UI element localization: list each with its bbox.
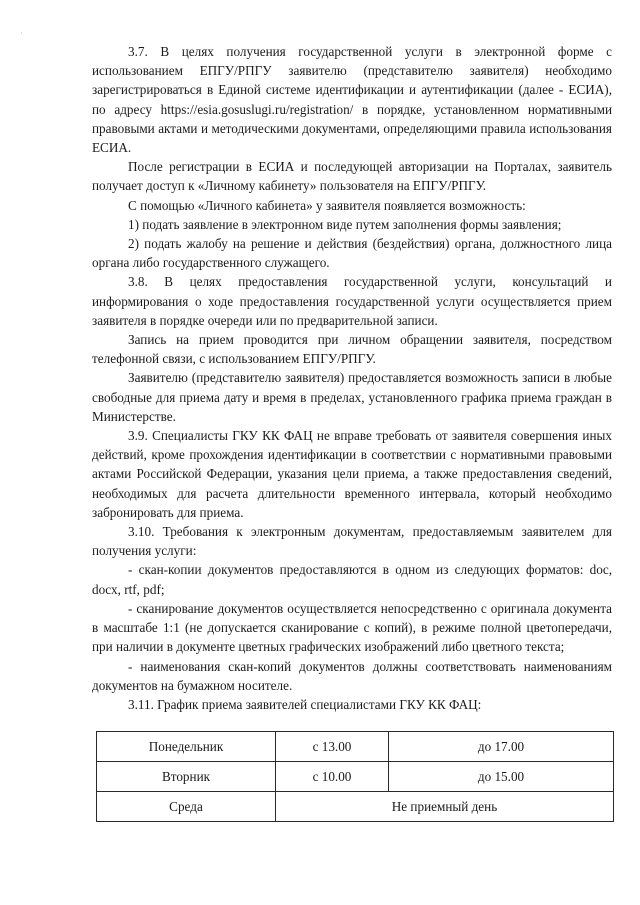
- schedule-from: с 10.00: [276, 762, 389, 792]
- document-body: [92, 42, 612, 714]
- paragraph-3-10: 3.10. Требования к электронным документам, предоставляемым заявителем для получения услуги:: [92, 524, 612, 559]
- schedule-day: Среда: [97, 792, 276, 822]
- list-item-scanning: - сканирование документов осуществляется непосредственно с оригинала документа в масштабе 1:1 (не допускается сканирование с копий), в режиме полной цветопередачи, при наличии в документе цветных графических изображений либо цветного текста;: [92, 600, 612, 655]
- schedule-table: [96, 731, 614, 822]
- paragraph-personal-cabinet: С помощью «Личного кабинета» у заявителя появляется возможность:: [128, 197, 526, 213]
- table-row: [97, 732, 614, 762]
- table-row: [97, 762, 614, 792]
- schedule-day: Вторник: [97, 762, 276, 792]
- schedule-from: с 13.00: [276, 732, 389, 762]
- list-item-submit-application: 1) подать заявление в электронном виде путем заполнения формы заявления;: [128, 216, 562, 232]
- paragraph-esia-registration: После регистрации в ЕСИА и последующей авторизации на Порталах, заявитель получает доступ к «Личному кабинету» пользователя на ЕПГУ/РПГУ.: [92, 159, 612, 194]
- list-item-submit-complaint: 2) подать жалобу на решение и действия (бездействия) органа, должностного лица органа либо государственного служащего.: [92, 236, 612, 271]
- paragraph-3-11: 3.11. График приема заявителей специалистами ГКУ КК ФАЦ:: [128, 696, 482, 712]
- paragraph-3-7: 3.7. В целях получения государственной услуги в электронной форме с использованием ЕПГУ/РПГУ заявителю (представителю заявителя) необходимо зарегистрироваться в Единой системе идентификации и аутентификации (далее - ЕСИА), по адресу https://esia.gosuslugi.ru/registration/ в порядке, установленном нормативными правовыми актами и методическими документами, определяющими правила использования ЕСИА.: [92, 44, 612, 156]
- schedule-note: Не приемный день: [276, 792, 614, 822]
- list-item-formats: - скан-копии документов предоставляются в одном из следующих форматов: doc, docx, rtf, pdf;: [92, 562, 612, 597]
- schedule-day: Понедельник: [97, 732, 276, 762]
- paragraph-appointment: Запись на прием проводится при личном обращении заявителя, посредством телефонной связи, с использованием ЕПГУ/РПГУ.: [92, 332, 612, 367]
- schedule-to: до 17.00: [389, 732, 614, 762]
- paragraph-3-9: 3.9. Специалисты ГКУ КК ФАЦ не вправе требовать от заявителя совершения иных действий, кроме прохождения идентификации в соответствии с нормативными правовыми актами Российской Федерации, указания цели приема, а также предоставления сведений, необходимых для расчета длительности временного интервала, который необходимо забронировать для приема.: [92, 428, 612, 520]
- scan-artifact: ·: [20, 28, 23, 38]
- paragraph-3-8: 3.8. В целях предоставления государственной услуги, консультаций и информирования о ходе предоставления государственной услуги осуществляется прием заявителя в порядке очереди или по предварительной записи.: [92, 274, 612, 328]
- table-row: [97, 792, 614, 822]
- paragraph-appointment-options: Заявителю (представителю заявителя) предоставляется возможность записи в любые свободные для приема дату и время в пределах, установленного графика приема граждан в Министерстве.: [92, 370, 612, 424]
- schedule-to: до 15.00: [389, 762, 614, 792]
- list-item-naming: - наименования скан-копий документов должны соответствовать наименованиям документов на бумажном носителе.: [92, 658, 612, 693]
